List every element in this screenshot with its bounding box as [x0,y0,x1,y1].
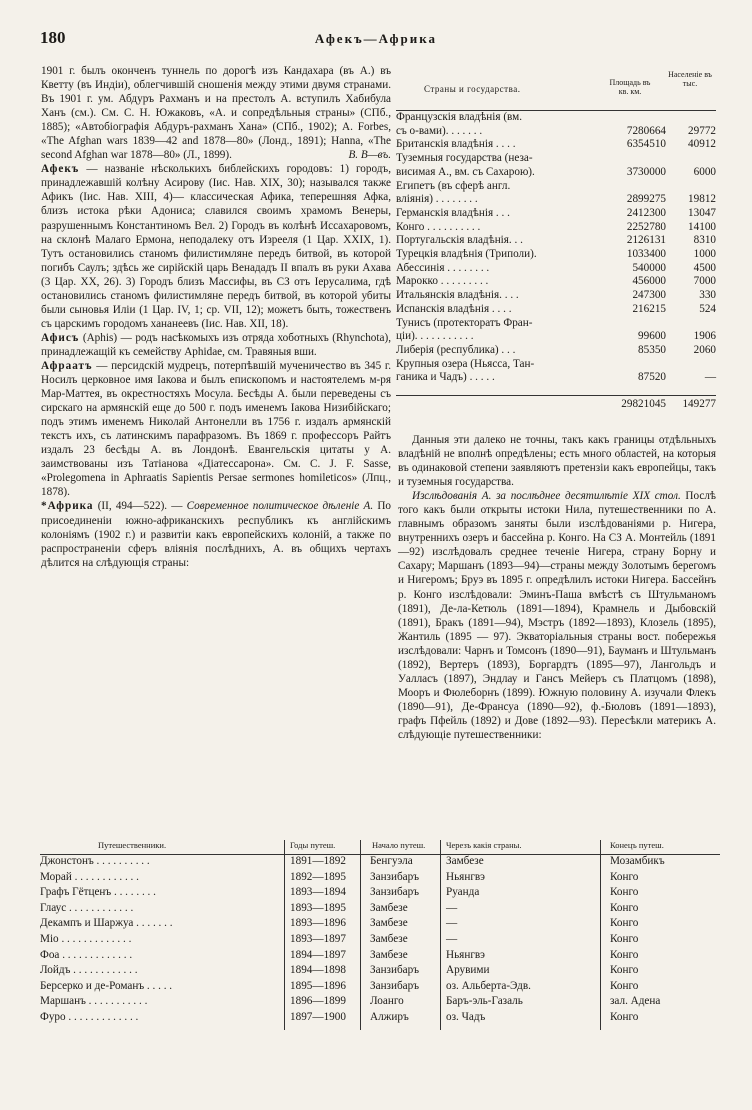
traveler-row [40,917,720,933]
traveler-name: Декампъ и Шаржуа . . . . . . . [40,917,173,930]
page-number: 180 [40,28,66,47]
country-population: 29772 [688,124,716,137]
page-header [0,28,752,52]
country-name: Итальянскія владѣнія. . . . [396,289,519,302]
travel-start: Замбезе [370,901,408,914]
paragraph-data-note: Данныя эти далеко не точны, такъ какъ границы отдѣльныхъ владѣній не вполнѣ опредѣлены; есть много областей, на которыя въ одинаковой степени заявляютъ претензіи какъ европейцы, такъ и туземныя государства. [398,434,716,489]
country-area: 247300 [632,289,666,302]
country-name: Испанскія владѣнія . . . . [396,302,512,315]
country-population: 8310 [693,234,716,247]
country-area: 6354510 [626,138,666,151]
country-name: Конго . . . . . . . . . . [396,220,481,233]
traveler-name: Графъ Гётценъ . . . . . . . . [40,886,156,899]
travel-start: Занзибаръ [370,886,419,899]
country-population: 6000 [693,165,716,178]
col-header-travelers: Путешественники. [98,840,167,850]
country-population: 4500 [693,261,716,274]
country-row [396,111,716,125]
travel-via: Руанда [446,886,480,899]
country-row [396,138,716,152]
country-row [396,221,716,235]
country-row [396,303,716,317]
country-area: 540000 [632,261,666,274]
traveler-row [40,871,720,887]
travel-years: 1893—1894 [290,886,346,899]
traveler-row [40,995,720,1011]
country-population: — [704,371,716,384]
country-row [396,275,716,289]
travel-years: 1894—1898 [290,964,346,977]
travel-start: Бенгуэла [370,855,413,867]
travel-start: Замбезе [370,932,408,945]
travel-via: Ньянгвэ [446,948,485,961]
country-population: 14100 [688,220,716,233]
country-area: 87520 [638,371,666,384]
country-row [396,358,716,372]
country-name: Тунисъ (протекторатъ Фран- [396,316,533,329]
traveler-row [40,980,720,996]
country-population: 1906 [693,330,716,343]
travel-via: Арувими [446,964,490,977]
section-heading: Изслѣдованія А. за послѣднее десятилѣтіе XIX стол. [412,490,681,503]
country-name: Либерія (республика) . . . [396,343,516,356]
country-area [606,180,666,194]
travel-years: 1895—1896 [290,979,346,992]
travel-via: Баръ-эль-Газаль [446,995,523,1008]
col-header-country: Страны и государства. [424,84,521,94]
travel-years: 1897—1900 [290,1010,346,1023]
col-header-population: Населеніе въ тыс. [668,70,712,88]
travel-years: 1892—1895 [290,870,346,883]
country-area: 2252780 [626,220,666,233]
entry-afrika: *Африка (II, 494—522). — Современное политическое дѣленіе А. По присоединеніи южно-африканскихъ республикъ къ англійскимъ колоніямъ (1902 г.) и развитіи какъ европейскихъ колоній, а также по распространеніи сферъ вліянія послѣднихъ, А. въ общихъ чертахъ дѣлится на слѣдующія страны: [41,500,391,569]
travel-via: оз. Альберта-Эдв. [446,979,531,992]
country-row [396,289,716,303]
country-population [666,111,716,125]
travel-via: Замбезе [446,855,484,867]
country-name: Абессинія . . . . . . . . [396,261,490,274]
country-row [396,262,716,276]
travelers-table-header [40,840,720,855]
col-header-end: Конецъ путеш. [610,840,664,850]
country-row [396,152,716,166]
country-name: Египетъ (въ сферѣ англ. [396,179,511,192]
travel-start: Занзибаръ [370,964,419,977]
country-population: 7000 [693,275,716,288]
travel-start: Замбезе [370,948,408,961]
traveler-name: Лойдъ . . . . . . . . . . . . [40,964,138,977]
country-name: Португальскія владѣнія. . . [396,234,523,247]
travel-end: Конго [610,901,639,914]
country-population: 330 [699,289,716,302]
country-name: ганика и Чадъ) . . . . . [396,371,495,384]
travel-end: Мозамбикъ [610,855,665,867]
traveler-row [40,964,720,980]
country-name: съ о-вами). . . . . . . [396,124,483,137]
traveler-name: Морай . . . . . . . . . . . . [40,870,139,883]
country-name: Турецкія владѣнія (Триполи). [396,248,537,261]
traveler-name: Берсерко и де-Романъ . . . . . [40,979,173,992]
country-area: 7280664 [626,124,666,137]
country-name: Германскія владѣнія . . . [396,206,510,219]
country-area [606,358,666,372]
running-title: Афекъ—Африка [314,31,438,46]
country-row [396,344,716,358]
country-area [606,111,666,125]
traveler-name: Маршанъ . . . . . . . . . . . [40,995,148,1008]
traveler-name: Глаус . . . . . . . . . . . . [40,901,134,914]
entry-term: *Африка [41,500,94,513]
countries-total-row [396,395,716,410]
travel-end: Конго [610,932,639,945]
traveler-row [40,949,720,965]
country-area: 2899275 [626,193,666,206]
paragraph-explorations: Изслѣдованія А. за послѣднее десятилѣтіе XIX стол. Послѣ того какъ были открыты истоки Нила, путешественники по А. главнымъ образомъ заняты были изслѣдованіями р. Нигера, внутреннихъ озеръ и бассейна р. Конго. На СЗ А. Монтейль (1891—92) изслѣдовалъ среднее теченіе Нигера, страну Борну и Сахару; Маршанъ (1893—94)—страны между Золотымъ берегомъ и Нигеромъ; Бруэ въ 1895 г. опредѣлилъ истоки Нигера. Бассейнъ р. Конго изслѣдовали: Эминъ-Паша вмѣстѣ съ Штульманомъ (1891), Де-ла-Кетюль (1891—1894), Крамнель и Дыбовскій (1891), Бракъ (1891—94), Мэстръ (1892—1893), Клозель (1895), Жантиль (1895 — 97). Экваторіальныя страны вост. побережья изслѣдовали: Чарнъ и Томсонъ (1890—91), Бауманъ и Штульманъ (1892), Вертеръ (1893), Боргардтъ (1895—97), Лангольдъ и Уалласъ (1897), Эндлау и Гансъ Мейеръ съ Платцомъ (1898), Мооръ и Фюлеборнъ (1899). Южную половину А. изучали Флекъ (1890—91), Де-Франсуа (1890—92), ф.-Бюловъ (1891—1893), графъ Пфейль (1892) и Дове (1892—93). Пересѣкли материкъ А. слѣдующіе путешественники: [398,490,717,741]
country-population: 2060 [693,343,716,356]
traveler-row [40,855,720,871]
country-area [606,317,666,331]
country-area: 99600 [638,330,666,343]
travel-end: Конго [610,948,639,961]
country-population: 13047 [688,206,716,219]
country-area: 1033400 [626,248,666,261]
country-row [396,180,716,194]
travel-start: Лоанго [370,995,404,1008]
countries-table-body [396,111,716,385]
traveler-name: Фуро . . . . . . . . . . . . . [40,1010,139,1023]
left-column [41,64,391,570]
entry-term: Афисъ [41,331,80,344]
travel-years: 1896—1899 [290,995,346,1008]
entry-afek: Афекъ — названіе нѣсколькихъ библейскихъ городовъ: 1) городъ, принадлежавшій колѣну Асирову (Іис. Нав. XIX, 30); назывался также Афикъ (Іис. Нав. XIII, 4)— классическая Афика, теперешняя Афка, близъ истока рѣки Адониса; славился своимъ храмомъ Венеры, разрушеннымъ Константиномъ Вел. 2) Городъ въ колѣнѣ Иссахаровомъ, на склонѣ Малаго Ермона, неподалеку отъ Изрееля (1 Цар. XXIX, 1). Тутъ остановились станомъ филистимляне передъ битвой, въ которой погибъ Саулъ; здѣсь же сирійскій царь Венададъ II впалъ въ руки Ахава (3 Цар. XX, 26). 3) Городъ близъ Массифы, въ СЗ отъ Іерусалима, гдѣ остановились станомъ филистимляне передъ битвой, въ которой убиты были сыновья Иліи (1 Цар. IV, 1; ср. VII, 12); можетъ быть, тожественъ съ царскимъ городомъ хананеевъ (Іис. Нав. XII, 18). [41,163,391,330]
total-population: 149277 [682,398,716,411]
country-area: 85350 [638,343,666,356]
travel-years: 1894—1897 [290,948,346,961]
traveler-row [40,902,720,918]
travel-via: — [446,932,458,945]
right-column [398,433,716,742]
travel-years: 1893—1895 [290,901,346,914]
travelers-table-body [40,855,720,1027]
travel-via: оз. Чадъ [446,1010,486,1023]
country-name: Британскія владѣнія . . . . [396,138,516,151]
countries-table-header [396,70,716,111]
traveler-name: Мiо . . . . . . . . . . . . . [40,932,132,945]
entry-afis: Афисъ (Aphis) — родъ насѣкомыхъ изъ отряда хоботныхъ (Rhynchota), принадлежащій къ семейству Aphidae, см. Травяныя вши. [41,331,391,358]
col-header-via: Черезъ какія страны. [446,840,522,850]
travel-end: Конго [610,917,639,930]
traveler-name: Фоа . . . . . . . . . . . . . [40,948,133,961]
travel-years: 1893—1897 [290,932,346,945]
travel-end: Конго [610,886,639,899]
country-area [606,152,666,166]
country-name: Марокко . . . . . . . . . [396,275,489,288]
travel-via: — [446,917,458,930]
country-area: 2412300 [626,206,666,219]
country-population [666,180,716,194]
country-name: ціи). . . . . . . . . . . [396,330,474,343]
country-population: 19812 [688,193,716,206]
country-area: 216215 [632,302,666,315]
travel-years: 1891—1892 [290,855,346,867]
country-area: 456000 [632,275,666,288]
country-row [396,193,716,207]
travel-end: Конго [610,964,639,977]
country-name: Французскія владѣнія (вм. [396,111,523,123]
country-row [396,234,716,248]
author-signature: В. В—въ. [348,149,391,162]
travel-end: зал. Адена [610,995,661,1008]
country-population: 524 [699,302,716,315]
country-name: Крупныя озера (Ньясса, Тан- [396,357,535,370]
country-row [396,166,716,180]
country-population [666,152,716,166]
country-area: 2126131 [626,234,666,247]
country-row [396,330,716,344]
travel-years: 1893—1896 [290,917,346,930]
travel-start: Занзибаръ [370,979,419,992]
total-area: 29821045 [621,398,666,411]
paragraph-afghanistan-end: 1901 г. былъ оконченъ туннель по дорогѣ изъ Кандахара (въ А.) въ Кветту (въ Индіи), облегчившій сношенія между этими двумя странами. Въ 1901 г. ум. Абдуръ Рахманъ и на престолъ А. вступилъ Хабибула Ханъ (см.). См. С. Н. Южаковъ, «А. и сопредѣльныя страны» (СПб., 1885); «Автобіографія Абдуръ-рахманъ Хана» (СПб., 1902); A. Forbes, «The Afghan wars 1839—42 and 1878—80» (Лонд., 1891); Hanna, «The second Afghan war 1878—80» (Л., 1899). В. В—въ. [41,65,391,162]
travel-start: Замбезе [370,917,408,930]
country-population [666,317,716,331]
traveler-row [40,886,720,902]
entry-afraat: Афраатъ — персидскій мудрецъ, потерпѣвшій мученичество въ 345 г. Носилъ церковное имя Іакова и былъ епископомъ и настоятелемъ м-ря Мар-Маттея, въ окрестностяхъ Мосула. Бесѣды А. были переведены съ сирскаго на армянскій еще до 500 г. подъ именемъ Іакова Низибійскаго; подъ этимъ именемъ Николай Антонелли въ 1756 г. издалъ армянскій текстъ ихъ, съ латинскимъ парафразомъ. Въ 1869 г. профессоръ Райтъ издалъ 23 бесѣды А. въ Лондонѣ. Евангельскія цитаты у А. заимствованы изъ Татіанова «Діатессарона». См. С. J. F. Sasse, «Prolegomena in Aphraatis Sapientis Persae sermones homileticos» (Лпц., 1878). [41,359,391,499]
countries-table [396,70,716,410]
col-header-start: Начало путеш. [372,840,426,850]
col-header-area: Площадь въ кв. км. [609,78,651,96]
traveler-row [40,1011,720,1027]
country-name: висимая А., вм. съ Сахарою). [396,165,535,178]
travel-end: Конго [610,870,639,883]
travel-end: Конго [610,979,639,992]
country-population [666,358,716,372]
entry-term: Афекъ [41,163,80,176]
country-row [396,207,716,221]
travel-via: — [446,901,458,914]
country-name: Туземныя государства (неза- [396,152,533,165]
travel-end: Конго [610,1010,639,1023]
country-row [396,317,716,331]
country-population: 1000 [693,248,716,261]
country-name: вліянія) . . . . . . . . [396,193,478,206]
country-row [396,248,716,262]
travel-via: Ньянгвэ [446,870,485,883]
country-row [396,125,716,139]
country-row [396,371,716,385]
travelers-table [40,840,720,1027]
country-area: 3730000 [626,165,666,178]
entry-term: Афраатъ [41,359,93,372]
traveler-row [40,933,720,949]
col-header-years: Годы путеш. [290,840,336,850]
travel-start: Занзибаръ [370,870,419,883]
travel-start: Алжиръ [370,1010,409,1023]
traveler-name: Джонстонъ . . . . . . . . . . [40,855,150,867]
country-population: 40912 [688,138,716,151]
